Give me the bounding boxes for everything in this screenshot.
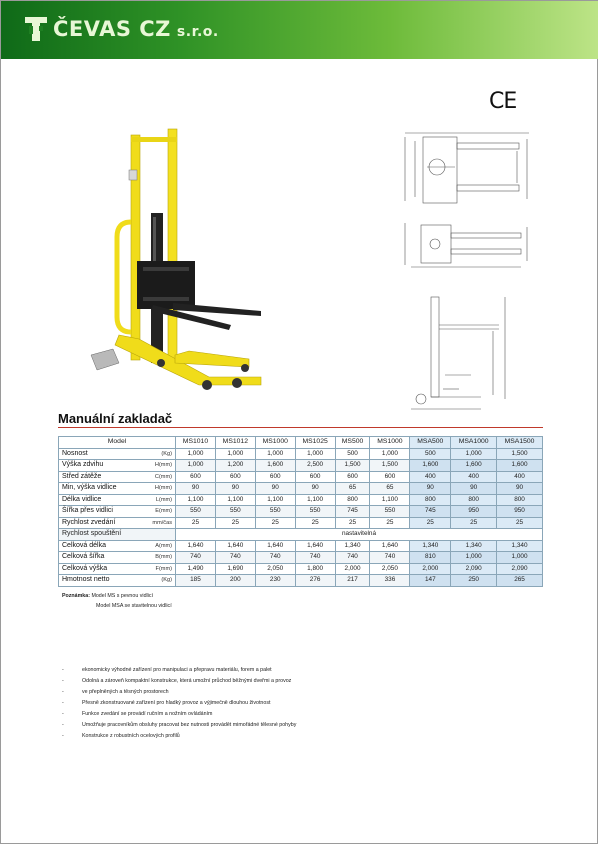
- spec-value: 550: [370, 506, 410, 518]
- model-header-row: [59, 437, 543, 449]
- note-label: Poznámka:: [62, 593, 90, 599]
- spec-value: 25: [410, 517, 451, 529]
- spec-value: 500: [410, 448, 451, 460]
- spec-value: 1,640: [295, 540, 335, 552]
- feature-item: [62, 720, 542, 731]
- spec-value: 1,500: [370, 460, 410, 472]
- model-name: MS1012: [215, 437, 255, 449]
- spec-value: 740: [176, 552, 216, 564]
- spec-param: Hmotnost netto: [59, 575, 136, 587]
- spec-value: 2,050: [255, 563, 295, 575]
- spec-value: 25: [255, 517, 295, 529]
- spec-unit: H(mm): [136, 483, 176, 495]
- spec-value: 1,600: [497, 460, 543, 472]
- spec-value: 1,640: [215, 540, 255, 552]
- feature-text: Umožňuje pracovníkům obsluhy pracovat bez nutnosti provádět mimořádné tělesné pohyby: [82, 722, 297, 728]
- spec-value: 1,490: [176, 563, 216, 575]
- spec-value: 740: [255, 552, 295, 564]
- spec-value: 1,000: [370, 448, 410, 460]
- spec-value: 400: [410, 471, 451, 483]
- bullet-dash: -: [62, 722, 64, 728]
- spec-value: 810: [410, 552, 451, 564]
- spec-row: [59, 552, 543, 564]
- note-line-2: Model MSA se stavitelnou vidlicí: [96, 603, 172, 609]
- spec-value: 1,600: [451, 460, 497, 472]
- spec-value: 230: [255, 575, 295, 587]
- spec-value: 600: [370, 471, 410, 483]
- bullet-dash: -: [62, 678, 64, 684]
- spec-value: 25: [370, 517, 410, 529]
- spec-value: 740: [215, 552, 255, 564]
- spec-value: 1,340: [451, 540, 497, 552]
- spec-value: 1,100: [295, 494, 335, 506]
- spec-param: Délka vidlice: [59, 494, 136, 506]
- spec-value: 1,340: [410, 540, 451, 552]
- spec-value: 65: [370, 483, 410, 495]
- spec-value: 550: [255, 506, 295, 518]
- spec-value: 2,500: [295, 460, 335, 472]
- spec-unit: C(mm): [136, 471, 176, 483]
- spec-value: 800: [497, 494, 543, 506]
- spec-param: Šířka přes vidlici: [59, 506, 136, 518]
- feature-text: ekonomicky výhodné zařízení pro manipulaci a přepravu materiálu, forem a palet: [82, 667, 272, 673]
- spec-value: 600: [215, 471, 255, 483]
- spec-value: 1,100: [176, 494, 216, 506]
- spec-value: 265: [497, 575, 543, 587]
- spec-param: Min, výška vidlice: [59, 483, 136, 495]
- feature-item: [62, 709, 542, 720]
- spec-value: 90: [295, 483, 335, 495]
- spec-value: 90: [410, 483, 451, 495]
- spec-unit: (Kg): [136, 575, 176, 587]
- spec-value: 65: [335, 483, 370, 495]
- spec-value: 25: [335, 517, 370, 529]
- spec-value: 550: [215, 506, 255, 518]
- spec-row: [59, 471, 543, 483]
- spec-value: 800: [410, 494, 451, 506]
- spec-value: 600: [335, 471, 370, 483]
- feature-list: [62, 665, 542, 742]
- spec-unit: H(mm): [136, 460, 176, 472]
- title-divider: [58, 427, 543, 428]
- spec-value: 25: [497, 517, 543, 529]
- feature-text: Konstrukce z robustních ocelových profilů: [82, 733, 180, 739]
- spec-value: 1,640: [255, 540, 295, 552]
- bullet-dash: -: [62, 667, 64, 673]
- spec-value: 90: [176, 483, 216, 495]
- spec-value: 1,000: [176, 460, 216, 472]
- spec-value: 1,100: [255, 494, 295, 506]
- spec-value: 1,000: [451, 448, 497, 460]
- spec-param: Výška zdvihu: [59, 460, 136, 472]
- spec-value: 1,100: [215, 494, 255, 506]
- ce-mark-icon: CE: [489, 89, 517, 114]
- spec-value: 1,100: [370, 494, 410, 506]
- model-name: MS1010: [176, 437, 216, 449]
- spec-value: 25: [215, 517, 255, 529]
- spec-value: 90: [451, 483, 497, 495]
- spec-value: 1,640: [370, 540, 410, 552]
- spec-value: 1,000: [255, 448, 295, 460]
- model-name: MS1025: [295, 437, 335, 449]
- feature-item: [62, 731, 542, 742]
- spec-row: [59, 448, 543, 460]
- spec-row-span: [59, 529, 543, 541]
- model-name: MS1000: [255, 437, 295, 449]
- model-label: Model: [59, 437, 176, 449]
- note-line-1: Model MS s pevnou vidlicí: [91, 593, 153, 599]
- feature-text: Odolná a zároveň kompaktní konstrukce, která umožní průchod běžnými dveřmi a provoz: [82, 678, 292, 684]
- spec-value: 740: [335, 552, 370, 564]
- spec-value: 1,000: [176, 448, 216, 460]
- feature-item: [62, 698, 542, 709]
- spec-value: 800: [335, 494, 370, 506]
- model-name: MSA1000: [451, 437, 497, 449]
- company-suffix: s.r.o.: [176, 24, 219, 40]
- model-name: MS500: [335, 437, 370, 449]
- spec-value: 1,640: [176, 540, 216, 552]
- spec-value-span: nastavitelná: [176, 529, 543, 541]
- spec-value: 1,200: [215, 460, 255, 472]
- spec-value: 2,090: [497, 563, 543, 575]
- spec-value: 25: [295, 517, 335, 529]
- bullet-dash: -: [62, 689, 64, 695]
- spec-value: 200: [215, 575, 255, 587]
- spec-value: 90: [215, 483, 255, 495]
- spec-value: 1,800: [295, 563, 335, 575]
- spec-value: 550: [176, 506, 216, 518]
- spec-row: [59, 494, 543, 506]
- bullet-dash: -: [62, 700, 64, 706]
- feature-item: [62, 665, 542, 676]
- spec-value: 336: [370, 575, 410, 587]
- spec-unit: mm/čas: [136, 517, 176, 529]
- feature-item: [62, 687, 542, 698]
- spec-value: 147: [410, 575, 451, 587]
- product-title: Manuální zakladač: [58, 411, 173, 426]
- spec-unit: B(mm): [136, 552, 176, 564]
- spec-unit: F(mm): [136, 563, 176, 575]
- spec-value: 25: [176, 517, 216, 529]
- spec-value: 1,600: [410, 460, 451, 472]
- feature-item: [62, 676, 542, 687]
- spec-value: 185: [176, 575, 216, 587]
- spec-row: [59, 517, 543, 529]
- spec-value: 1,600: [255, 460, 295, 472]
- manual-stacker-photo: [79, 127, 279, 399]
- spec-value: 400: [451, 471, 497, 483]
- model-name: MSA500: [410, 437, 451, 449]
- spec-value: 400: [497, 471, 543, 483]
- spec-value: 217: [335, 575, 370, 587]
- specification-table: [58, 436, 543, 587]
- spec-value: 740: [370, 552, 410, 564]
- spec-value: 1,000: [451, 552, 497, 564]
- spec-param: Rychlost zvedání: [59, 517, 136, 529]
- spec-value: 25: [451, 517, 497, 529]
- spec-value: 2,000: [335, 563, 370, 575]
- spec-value: 600: [295, 471, 335, 483]
- spec-value: 500: [335, 448, 370, 460]
- company-name: ČEVAS CZ s.r.o.: [53, 17, 219, 41]
- side-view-drawing-icon: [401, 291, 521, 415]
- feature-text: ve přeplněných a těsných prostorech: [82, 689, 169, 695]
- model-name: MS1000: [370, 437, 410, 449]
- spec-param: Střed zátěže: [59, 471, 136, 483]
- spec-value: 950: [451, 506, 497, 518]
- spec-unit: (Kg): [136, 448, 176, 460]
- spec-value: 1,500: [497, 448, 543, 460]
- feature-text: Přesně zkonstruované zařízení pro hladký provoz a výjimečně dlouhou životnost: [82, 700, 271, 706]
- spec-value: 276: [295, 575, 335, 587]
- model-name: MSA1500: [497, 437, 543, 449]
- spec-value: 600: [176, 471, 216, 483]
- feature-text: Funkce zvedání se provádí ručním a nožním ovládáním: [82, 711, 213, 717]
- spec-value: 745: [410, 506, 451, 518]
- spec-unit: A(mm): [136, 540, 176, 552]
- spec-value: 800: [451, 494, 497, 506]
- spec-param: Nosnost: [59, 448, 136, 460]
- spec-row: [59, 483, 543, 495]
- spec-param: Celková délka: [59, 540, 136, 552]
- spec-value: 1,500: [335, 460, 370, 472]
- spec-unit: E(mm): [136, 506, 176, 518]
- spec-row: [59, 460, 543, 472]
- spec-value: 90: [497, 483, 543, 495]
- header-banner: [1, 1, 598, 59]
- spec-value: 1,340: [497, 540, 543, 552]
- spec-value: 2,000: [410, 563, 451, 575]
- spec-row: [59, 540, 543, 552]
- spec-row: [59, 575, 543, 587]
- spec-value: 1,000: [497, 552, 543, 564]
- spec-value: 740: [295, 552, 335, 564]
- spec-value: 1,690: [215, 563, 255, 575]
- spec-unit: L(mm): [136, 494, 176, 506]
- spec-value: 2,050: [370, 563, 410, 575]
- cevas-logo-icon: [23, 14, 49, 44]
- top-view-drawing-icon: [397, 215, 535, 273]
- spec-value: 1,000: [215, 448, 255, 460]
- spec-value: 600: [255, 471, 295, 483]
- spec-value: 1,000: [295, 448, 335, 460]
- spec-value: 2,090: [451, 563, 497, 575]
- spec-value: 1,340: [335, 540, 370, 552]
- spec-param: Celková šířka: [59, 552, 136, 564]
- spec-value: 745: [335, 506, 370, 518]
- spec-param: Celková výška: [59, 563, 136, 575]
- spec-value: 250: [451, 575, 497, 587]
- front-view-drawing-icon: [397, 127, 535, 211]
- note: [62, 591, 172, 611]
- spec-value: 950: [497, 506, 543, 518]
- spec-value: 550: [295, 506, 335, 518]
- bullet-dash: -: [62, 711, 64, 717]
- spec-param: Rychlost spouštění: [59, 529, 176, 541]
- spec-row: [59, 506, 543, 518]
- spec-value: 90: [255, 483, 295, 495]
- bullet-dash: -: [62, 733, 64, 739]
- spec-row: [59, 563, 543, 575]
